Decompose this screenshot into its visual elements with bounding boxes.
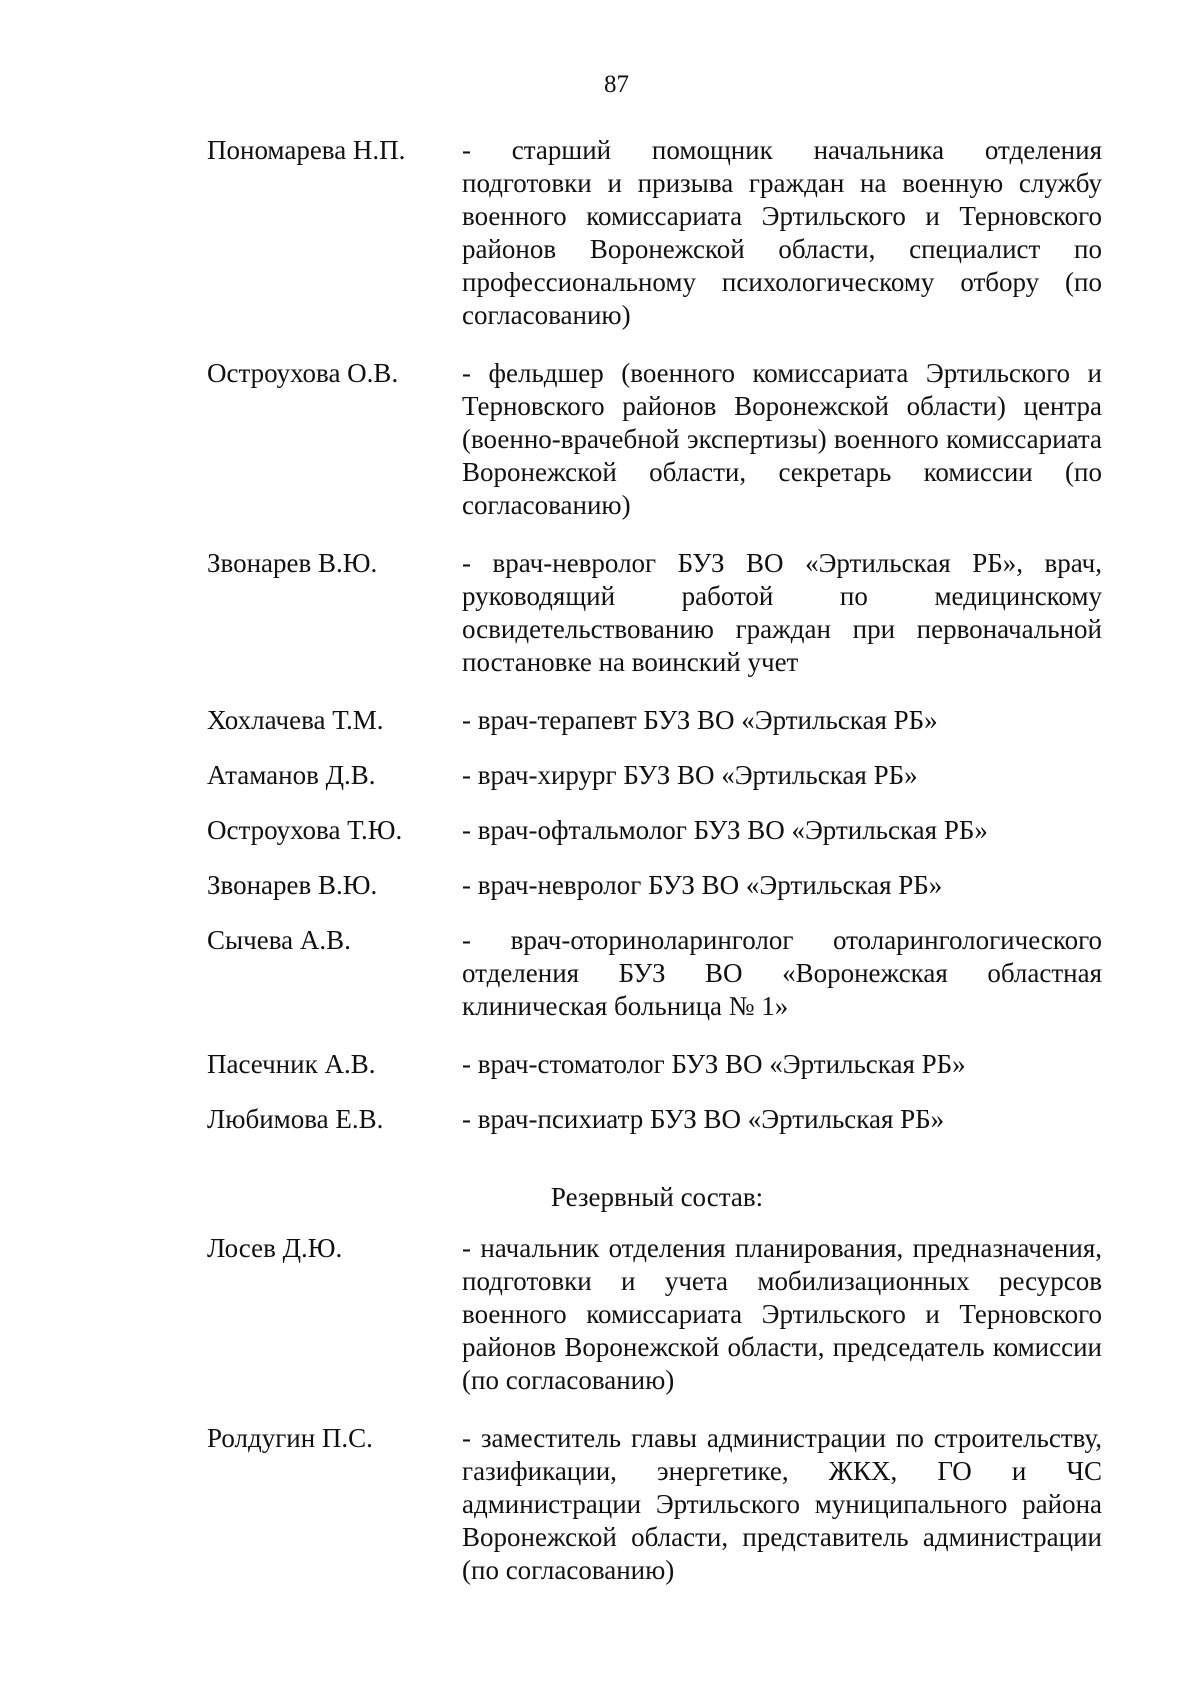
member-entry: [207, 759, 1107, 792]
member-name: Лосев Д.Ю.: [207, 1233, 343, 1263]
member-entry: [207, 814, 1107, 847]
member-name: Пономарева Н.П.: [207, 135, 406, 165]
member-list: [207, 134, 1107, 1612]
reserve-member-entry: [207, 1422, 1107, 1587]
member-entry: [207, 869, 1107, 902]
member-name: Любимова Е.В.: [207, 1104, 384, 1134]
member-description: - начальник отделения планирования, предназначения, подготовки и учета мобилизационных ресурсов военного комиссариата Эртильского и Терновского районов Воронежской области, председатель комиссии (по согласованию): [462, 1233, 1102, 1395]
member-name: Ролдугин П.С.: [207, 1423, 373, 1453]
reserve-member-entry: [207, 1232, 1107, 1397]
page-number: 87: [604, 71, 629, 98]
reserve-heading: Резервный состав:: [550, 1182, 764, 1212]
member-description: - врач-хирург БУЗ ВО «Эртильская РБ»: [462, 760, 918, 790]
member-entry: [207, 1103, 1107, 1136]
member-description: - старший помощник начальника отделения подготовки и призыва граждан на военную службу военного комиссариата Эртильского и Терновского районов Воронежской области, специалист по профессиональному психологическому отбору (по согласованию): [462, 135, 1102, 330]
member-description: - фельдшер (военного комиссариата Эртильского и Терновского районов Воронежской области) центра (военно-врачебной экспертизы) военного комиссариата Воронежской области, секретарь комиссии (по согласованию): [462, 358, 1102, 520]
member-name: Атаманов Д.В.: [207, 760, 376, 790]
member-name: Сычева А.В.: [207, 925, 351, 955]
member-entry: [207, 134, 1107, 332]
member-description: - врач-терапевт БУЗ ВО «Эртильская РБ»: [462, 705, 938, 735]
member-description: - врач-офтальмолог БУЗ ВО «Эртильская РБ»: [462, 815, 988, 845]
member-name: Звонарев В.Ю.: [207, 548, 378, 578]
member-name: Хохлачева Т.М.: [207, 705, 384, 735]
member-entry: [207, 704, 1107, 737]
member-description: - врач-невролог БУЗ ВО «Эртильская РБ»: [462, 870, 943, 900]
member-name: Пасечник А.В.: [207, 1049, 376, 1079]
member-description: - врач-стоматолог БУЗ ВО «Эртильская РБ»: [462, 1049, 966, 1079]
member-name: Остроухова О.В.: [207, 358, 399, 388]
member-entry: [207, 547, 1107, 679]
member-entry: [207, 1048, 1107, 1081]
member-description: - врач-оториноларинголог отоларингологического отделения БУЗ ВО «Воронежская областная клиническая больница № 1»: [462, 925, 1102, 1021]
member-entry: [207, 357, 1107, 522]
member-name: Остроухова Т.Ю.: [207, 815, 403, 845]
member-entry: [207, 924, 1107, 1023]
member-description: - заместитель главы администрации по строительству, газификации, энергетике, ЖКХ, ГО и ЧС администрации Эртильского муниципального района Воронежской области, представитель администрации (по согласованию): [462, 1423, 1102, 1585]
member-description: - врач-невролог БУЗ ВО «Эртильская РБ», врач, руководящий работой по медицинскому освидетельствованию граждан при первоначальной постановке на воинский учет: [462, 548, 1102, 677]
member-name: Звонарев В.Ю.: [207, 870, 378, 900]
member-description: - врач-психиатр БУЗ ВО «Эртильская РБ»: [462, 1104, 945, 1134]
